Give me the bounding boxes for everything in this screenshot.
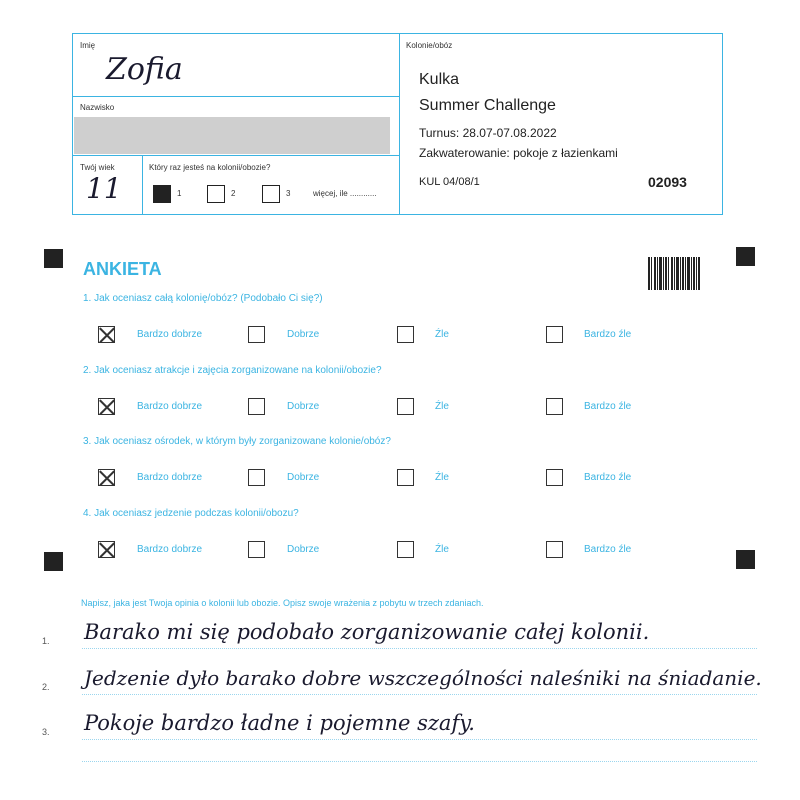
question-2-option-1-label: Bardzo dobrze — [137, 401, 203, 412]
question-3-option-1-label: Bardzo dobrze — [137, 472, 203, 483]
question-1-option-3-label: Źle — [435, 329, 449, 340]
opinion-line-2-number: 2. — [42, 682, 50, 692]
opinion-instruction: Napisz, jaka jest Twoja opinia o kolonii lub obozie. Opisz swoje wrażenia z pobytu w trzech zdaniach. — [81, 598, 484, 608]
which-time-more-label[interactable]: więcej, ile ............ — [313, 189, 377, 198]
which-time-checkbox-2[interactable] — [207, 185, 225, 203]
camp-program: Summer Challenge — [419, 97, 556, 114]
barcode-icon — [648, 257, 700, 290]
question-2-option-2-label: Dobrze — [287, 401, 320, 412]
question-2-checkbox-3[interactable] — [397, 398, 414, 415]
accommodation-row — [419, 146, 618, 160]
which-time-checkbox-3[interactable] — [262, 185, 280, 203]
question-2-checkbox-4[interactable] — [546, 398, 563, 415]
personal-info-divider-1 — [72, 96, 400, 97]
registration-marker-top-left — [44, 249, 63, 268]
last-name-redacted[interactable] — [74, 117, 390, 154]
question-4-checkbox-2[interactable] — [248, 541, 265, 558]
opinion-line-3-rule — [82, 739, 757, 740]
opinion-line-extra-rule — [82, 761, 757, 762]
question-4-option-3-label: Źle — [435, 544, 449, 555]
question-1-checkbox-3[interactable] — [397, 326, 414, 343]
opinion-line-3-text[interactable]: Pokoje bardzo ładne i pojemne szafy. — [84, 711, 475, 735]
last-name-label: Nazwisko — [80, 103, 115, 112]
question-1-checkbox-2[interactable] — [248, 326, 265, 343]
question-4-option-4-label: Bardzo źle — [584, 544, 632, 555]
question-1-checkbox-4[interactable] — [546, 326, 563, 343]
which-time-checkbox-1[interactable] — [153, 185, 171, 203]
age-value[interactable]: 11 — [86, 172, 122, 205]
question-3-checkbox-2[interactable] — [248, 469, 265, 486]
opinion-line-2-text[interactable]: Jedzenie dyło barako dobre wszczególności naleśniki na śniadanie. — [84, 666, 762, 690]
registration-marker-top-right — [736, 247, 755, 266]
question-3-checkbox-3[interactable] — [397, 469, 414, 486]
question-3-option-4-label: Bardzo źle — [584, 472, 632, 483]
survey-title: ANKIETA — [83, 259, 162, 279]
question-4-checkbox-4[interactable] — [546, 541, 563, 558]
camp-label: Kolonie/obóz — [406, 41, 453, 50]
question-2-option-3-label: Źle — [435, 401, 449, 412]
accommodation-value: pokoje z łazienkami — [513, 146, 618, 160]
question-1-option-1-label: Bardzo dobrze — [137, 329, 203, 340]
question-3-checkbox-1[interactable] — [98, 469, 115, 486]
which-time-option-1: 1 — [177, 189, 182, 198]
first-name-value[interactable]: Zofia — [106, 52, 183, 87]
question-3-checkbox-4[interactable] — [546, 469, 563, 486]
accommodation-label: Zakwaterowanie: — [419, 146, 510, 160]
opinion-line-3-number: 3. — [42, 727, 50, 737]
opinion-line-1-rule — [82, 648, 757, 649]
registration-marker-bottom-left — [44, 552, 63, 571]
turnus-value: 28.07-07.08.2022 — [462, 126, 557, 140]
turnus-label: Turnus: — [419, 126, 460, 140]
personal-info-divider-2 — [72, 155, 400, 156]
turnus-row — [419, 126, 557, 140]
question-4-checkbox-1[interactable] — [98, 541, 115, 558]
opinion-line-1-text[interactable]: Barako mi się podobało zorganizowanie całej kolonii. — [84, 620, 650, 644]
question-2-checkbox-2[interactable] — [248, 398, 265, 415]
age-label: Twój wiek — [80, 163, 115, 172]
question-3-text: 3. Jak oceniasz ośrodek, w którym były zorganizowane kolonie/obóz? — [83, 436, 391, 447]
first-name-label: Imię — [80, 41, 96, 50]
registration-marker-bottom-right — [736, 550, 755, 569]
question-2-option-4-label: Bardzo źle — [584, 401, 632, 412]
opinion-line-2-rule — [82, 694, 757, 695]
question-4-checkbox-3[interactable] — [397, 541, 414, 558]
opinion-line-1-number: 1. — [42, 636, 50, 646]
question-4-text: 4. Jak oceniasz jedzenie podczas kolonii/obozu? — [83, 508, 299, 519]
question-2-checkbox-1[interactable] — [98, 398, 115, 415]
which-time-option-3: 3 — [286, 189, 291, 198]
question-1-text: 1. Jak oceniasz całą kolonię/obóz? (Podobało Ci się?) — [83, 293, 323, 304]
question-2-text: 2. Jak oceniasz atrakcje i zajęcia zorganizowane na kolonii/obozie? — [83, 365, 382, 376]
which-time-option-2: 2 — [231, 189, 236, 198]
question-4-option-2-label: Dobrze — [287, 544, 320, 555]
question-1-option-2-label: Dobrze — [287, 329, 320, 340]
question-3-option-2-label: Dobrze — [287, 472, 320, 483]
question-3-option-3-label: Źle — [435, 472, 449, 483]
question-1-option-4-label: Bardzo źle — [584, 329, 632, 340]
camp-code: KUL 04/08/1 — [419, 176, 480, 188]
question-1-checkbox-1[interactable] — [98, 326, 115, 343]
which-time-label: Który raz jesteś na kolonii/obozie? — [149, 163, 271, 172]
question-4-option-1-label: Bardzo dobrze — [137, 544, 203, 555]
age-divider — [142, 155, 143, 215]
form-number: 02093 — [648, 174, 687, 190]
camp-name: Kulka — [419, 71, 460, 88]
